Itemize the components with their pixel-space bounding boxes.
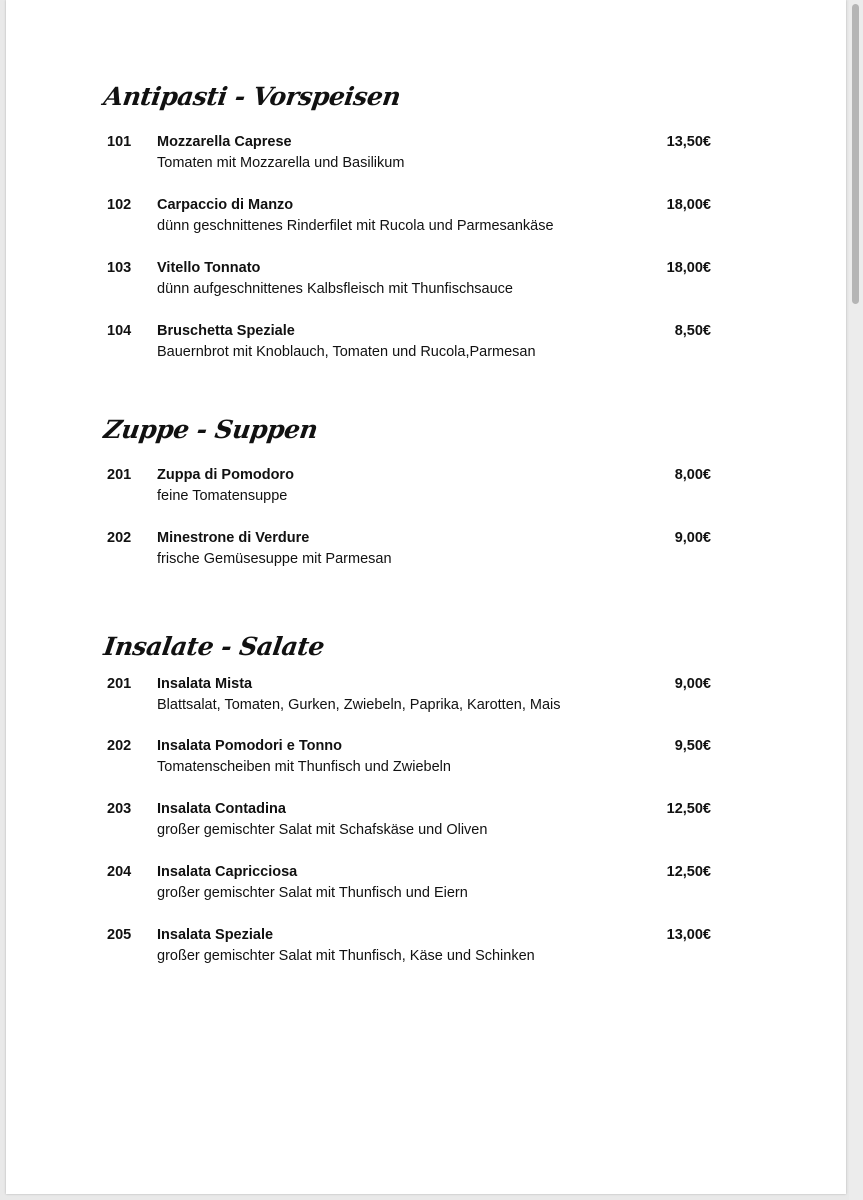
scrollbar-thumb[interactable] [852,4,859,304]
item-number: 103 [107,260,132,276]
item-number: 102 [107,197,132,213]
menu-item [6,197,846,241]
item-description: dünn geschnittenes Rinderfilet mit Rucola und Parmesankäse [157,218,554,234]
item-price: 9,00€ [674,530,711,546]
item-number: 203 [107,801,132,817]
item-description: Tomatenscheiben mit Thunfisch und Zwiebeln [157,759,451,775]
item-name: Insalata Speziale [157,927,274,943]
item-name: Bruschetta Speziale [157,323,295,339]
item-number: 201 [107,676,132,692]
item-description: großer gemischter Salat mit Thunfisch, Käse und Schinken [157,948,535,964]
menu-item [6,530,846,574]
menu-item [6,676,846,720]
menu-item [6,738,846,782]
item-price: 13,00€ [666,927,711,943]
item-name: Vitello Tonnato [157,260,261,276]
item-description: Bauernbrot mit Knoblauch, Tomaten und Rucola,Parmesan [157,344,536,360]
menu-item [6,134,846,178]
item-number: 202 [107,738,132,754]
menu-page [6,0,846,1194]
item-name: Insalata Capricciosa [157,864,298,880]
item-price: 18,00€ [666,260,711,276]
item-number: 205 [107,927,132,943]
item-description: großer gemischter Salat mit Schafskäse und Oliven [157,822,488,838]
item-name: Insalata Mista [157,676,253,692]
item-price: 12,50€ [666,864,711,880]
item-name: Insalata Contadina [157,801,286,817]
item-description: großer gemischter Salat mit Thunfisch und Eiern [157,885,468,901]
item-price: 13,50€ [666,134,711,150]
item-price: 12,50€ [666,801,711,817]
vertical-scrollbar[interactable] [849,0,863,1200]
item-price: 9,50€ [674,738,711,754]
item-price: 8,50€ [674,323,711,339]
menu-item [6,323,846,367]
item-description: dünn aufgeschnittenes Kalbsfleisch mit Thunfischsauce [157,281,514,297]
section-title: Zuppe - Suppen [101,415,320,444]
item-price: 18,00€ [666,197,711,213]
menu-item [6,864,846,908]
item-number: 101 [107,134,132,150]
menu-item [6,260,846,304]
item-number: 104 [107,323,132,339]
item-description: Tomaten mit Mozzarella und Basilikum [157,155,405,171]
item-description: feine Tomatensuppe [157,488,288,504]
menu-item [6,801,846,845]
item-number: 201 [107,467,132,483]
item-price: 8,00€ [674,467,711,483]
menu-item [6,927,846,971]
item-description: Blattsalat, Tomaten, Gurken, Zwiebeln, Paprika, Karotten, Mais [157,697,561,713]
item-name: Zuppa di Pomodoro [157,467,294,483]
item-price: 9,00€ [674,676,711,692]
item-name: Minestrone di Verdure [157,530,310,546]
menu-item [6,467,846,511]
item-name: Insalata Pomodori e Tonno [157,738,343,754]
item-name: Carpaccio di Manzo [157,197,294,213]
item-description: frische Gemüsesuppe mit Parmesan [157,551,392,567]
item-name: Mozzarella Caprese [157,134,292,150]
section-title: Antipasti - Vorspeisen [101,82,403,111]
item-number: 202 [107,530,132,546]
section-title: Insalate - Salate [101,632,327,661]
item-number: 204 [107,864,132,880]
